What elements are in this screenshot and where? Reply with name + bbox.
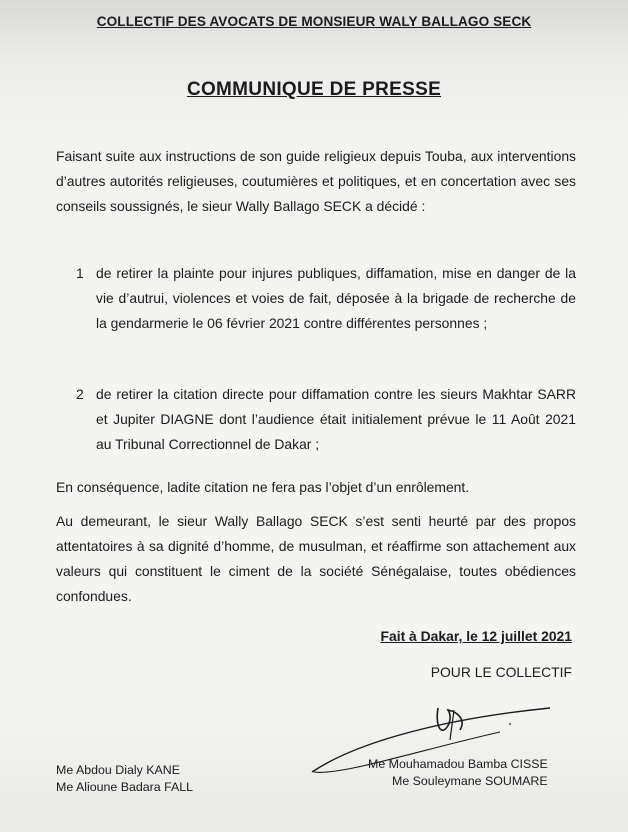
item-number: 1 [76,265,84,281]
lawyer-name: Me Mouhamadou Bamba CISSE [368,757,548,771]
lawyers-left [56,762,193,796]
press-release-title: COMMUNIQUE DE PRESSE [186,79,442,100]
lawyer-name: Me Abdou Dialy KANE [56,763,180,777]
item-text: de retirer la citation directe pour diffamation contre les sieurs Makhtar SARR et Jupiter DIAGNE dont l’audience était initialement prévue le 11 Août 2021 au Tribunal Correctionnel de Dakar ; [96,386,576,452]
consequence-paragraph: En conséquence, ladite citation ne fera pas l’objet d’un enrôlement. [56,479,470,495]
intro-paragraph: Faisant suite aux instructions de son guide religieux depuis Touba, aux interventions d’autres autorités religieuses, coutumières et politiques, et en concertation avec ses conseils soussignés, le sieur Wally Ballago SECK a décidé : [56,148,576,214]
item-number: 2 [76,386,84,402]
collective-header: COLLECTIF DES AVOCATS DE MONSIEUR WALY BALLAGO SECK [96,14,532,29]
lawyer-name: Me Souleymane SOUMARE [392,774,548,788]
conclusion-paragraph: Au demeurant, le sieur Wally Ballago SECK s’est senti heurté par des propos attentatoires à sa dignité d’homme, de musulman, et réaffirme son attachement aux valeurs qui constituent le ciment de la société Sénégalaise, toutes obédiences confondues. [56,513,576,604]
item-text: de retirer la plainte pour injures publiques, diffamation, mise en danger de la vie d’autrui, violences et voies de fait, déposée à la brigade de recherche de la gendarmerie le 06 février 2021 contre différentes personnes ; [96,265,576,331]
signoff-label: POUR LE COLLECTIF [430,664,572,680]
lawyer-name: Me Alioune Badara FALL [56,780,194,794]
lawyers-right [368,756,548,790]
place-and-date: Fait à Dakar, le 12 juillet 2021 [380,628,572,644]
